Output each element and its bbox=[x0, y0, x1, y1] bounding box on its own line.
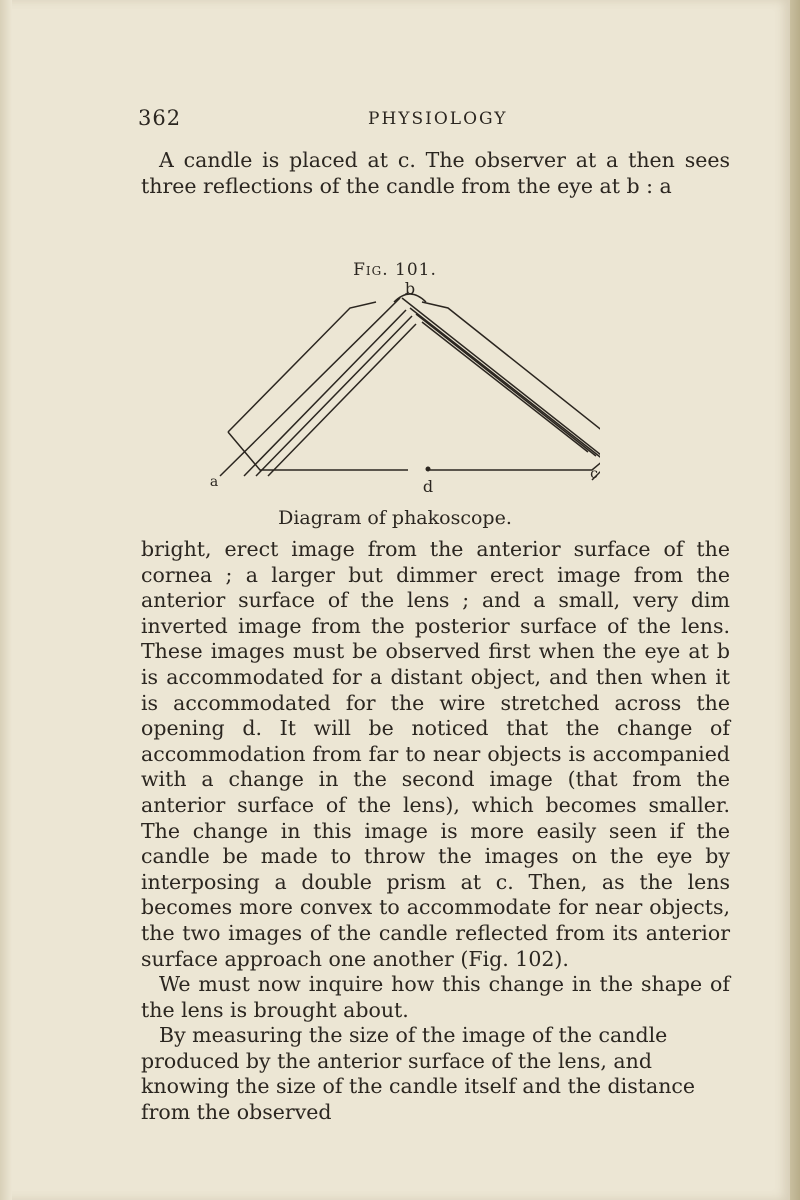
running-title: PHYSIOLOGY bbox=[368, 109, 508, 129]
diagram-opening-d-dot bbox=[426, 467, 431, 472]
body-text bbox=[141, 537, 730, 1126]
diagram-ray-a-inner3 bbox=[268, 324, 416, 476]
page-gutter bbox=[0, 0, 12, 1200]
running-head bbox=[0, 106, 790, 138]
diagram-outer-right-arc bbox=[422, 302, 600, 432]
diagram-label-b: b bbox=[404, 280, 416, 298]
diagram-right-bottom bbox=[430, 460, 600, 470]
diagram-ray-a-inner2 bbox=[256, 316, 412, 476]
page-edge bbox=[790, 0, 800, 1200]
diagram-ray-a-outer bbox=[220, 298, 400, 476]
page-number: 362 bbox=[138, 106, 182, 130]
diagram-outer-left-arc bbox=[228, 302, 376, 432]
phakoscope-diagram bbox=[200, 280, 600, 500]
figure-label: Fig. 101. bbox=[353, 260, 437, 280]
diagram-ray-c-inner2 bbox=[416, 314, 596, 456]
figure-caption: Diagram of phakoscope. bbox=[278, 507, 512, 529]
diagram-label-a: a bbox=[209, 474, 219, 490]
diagram-label-d: d bbox=[422, 477, 434, 496]
diagram-ray-c-inner3 bbox=[422, 322, 588, 452]
diagram-label-c: c bbox=[590, 466, 598, 482]
body-paragraph-2: We must now inquire how this change in the shape of the lens is brought about. bbox=[141, 972, 730, 1022]
diagram-ray-a-inner1 bbox=[244, 310, 406, 476]
intro-paragraph: A candle is placed at c. The observer at a then sees three reflections of the candle from the eye at b : a bbox=[141, 148, 730, 198]
body-paragraph-3: By measuring the size of the image of the candle produced by the anterior surface of the lens, and knowing the size of the candle itself and the distance from the observed bbox=[141, 1023, 696, 1125]
body-paragraph-1: bright, erect image from the anterior surface of the cornea ; a larger but dimmer erect image from the anterior surface of the lens ; and a small, very dim inverted image from the posterior surface of the lens. These images must be observed first when the eye at b is accommodated for a distant object, and then when it is accommodated for the wire stretched across the opening d. It will be noticed that the change of accommodation from far to near objects is accompanied with a change in the second image (that from the anterior surface of the lens), which becomes smaller. The change in this image is more easily seen if the candle be made to throw the images on the eye by interposing a double prism at c. Then, as the lens becomes more convex to accommodate for near objects, the two images of the candle reflected from its anterior surface approach one another (Fig. 102). bbox=[141, 537, 730, 971]
